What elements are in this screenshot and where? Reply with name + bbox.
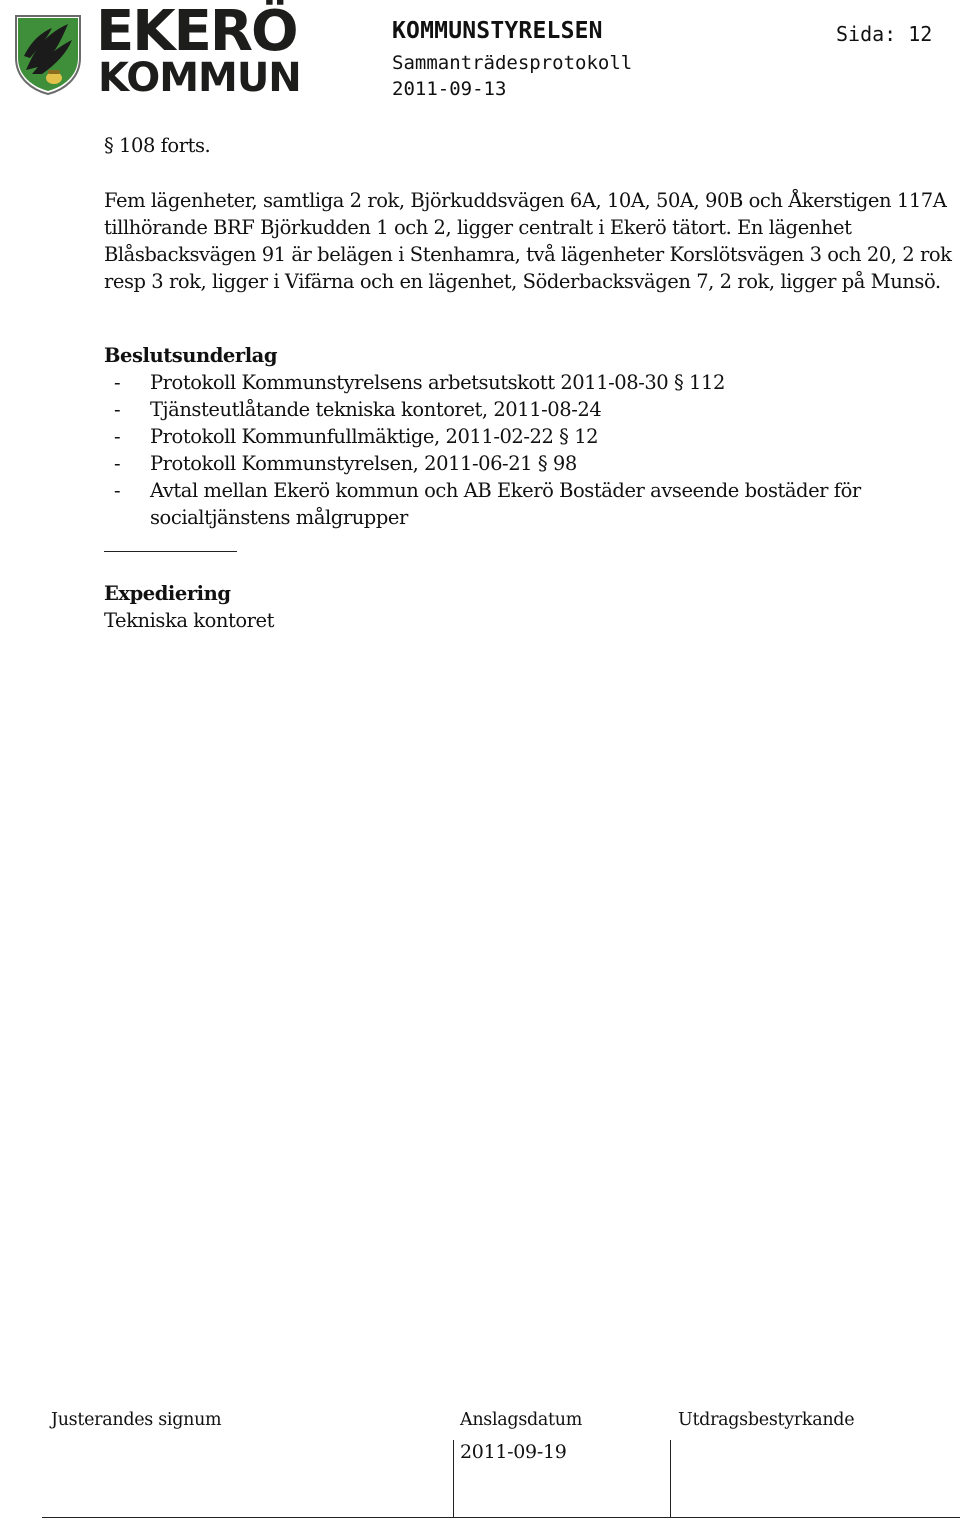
basis-item-text: Tjänsteutlåtande tekniska kontoret, 2011-08-24	[150, 398, 602, 421]
footer-extract-label: Utdragsbestyrkande	[678, 1410, 855, 1430]
footer-sign-label: Justerandes signum	[51, 1410, 222, 1430]
ekero-kommun-logo	[12, 0, 301, 101]
footer-posting-label: Anslagsdatum	[460, 1410, 583, 1430]
logo-wordmark-kommun: KOMMUN	[98, 55, 301, 101]
basis-item-text: Protokoll Kommunfullmäktige, 2011-02-22 § 12	[150, 425, 599, 448]
separator-line	[104, 551, 237, 552]
expedition-heading: Expediering	[104, 582, 231, 605]
list-item: - Avtal mellan Ekerö kommun och AB Ekerö Bostäder avseende bostäder för socialtjänstens målgrupper	[114, 479, 861, 529]
basis-item-text: Avtal mellan Ekerö kommun och AB Ekerö Bostäder avseende bostäder för socialtjänstens målgrupper	[150, 479, 861, 529]
basis-list	[104, 369, 954, 531]
list-item: - Protokoll Kommunfullmäktige, 2011-02-22 § 12	[114, 425, 599, 448]
list-item: - Tjänsteutlåtande tekniska kontoret, 2011-08-24	[114, 398, 602, 421]
basis-heading: Beslutsunderlag	[104, 344, 278, 367]
document-type: Sammanträdesprotokoll	[392, 52, 633, 74]
meeting-date: 2011-09-13	[392, 78, 507, 100]
basis-item-text: Protokoll Kommunstyrelsens arbetsutskott 2011-08-30 § 112	[150, 371, 725, 394]
list-item: - Protokoll Kommunstyrelsens arbetsutskott 2011-08-30 § 112	[114, 371, 725, 394]
page-number: Sida: 12	[836, 22, 933, 46]
footer-posting-date: 2011-09-19	[460, 1441, 567, 1463]
expedition-recipient: Tekniska kontoret	[104, 609, 275, 632]
section-reference: § 108 forts.	[104, 134, 211, 157]
list-item: - Protokoll Kommunstyrelsen, 2011-06-21 § 98	[114, 452, 577, 475]
coat-of-arms-icon	[12, 12, 84, 96]
footer-divider	[453, 1440, 454, 1517]
basis-item-text: Protokoll Kommunstyrelsen, 2011-06-21 § 98	[150, 452, 577, 475]
committee-title: KOMMUNSTYRELSEN	[392, 18, 603, 44]
logo-wordmark-ekero: EKERÖ	[96, 0, 297, 64]
footer-bottom-rule	[42, 1517, 960, 1518]
footer-divider	[670, 1440, 671, 1517]
description-paragraph: Fem lägenheter, samtliga 2 rok, Björkuddsvägen 6A, 10A, 50A, 90B och Åkerstigen 117A tillhörande BRF Björkudden 1 och 2, ligger centralt i Ekerö tätort. En lägenhet Blåsbacksvägen 91 är belägen i Stenhamra, två lägenheter Korslötsvägen 3 och 20, 2 rok resp 3 rok, ligger i Vifärna och en lägenhet, Söderbacksvägen 7, 2 rok, ligger på Munsö.	[104, 189, 952, 293]
